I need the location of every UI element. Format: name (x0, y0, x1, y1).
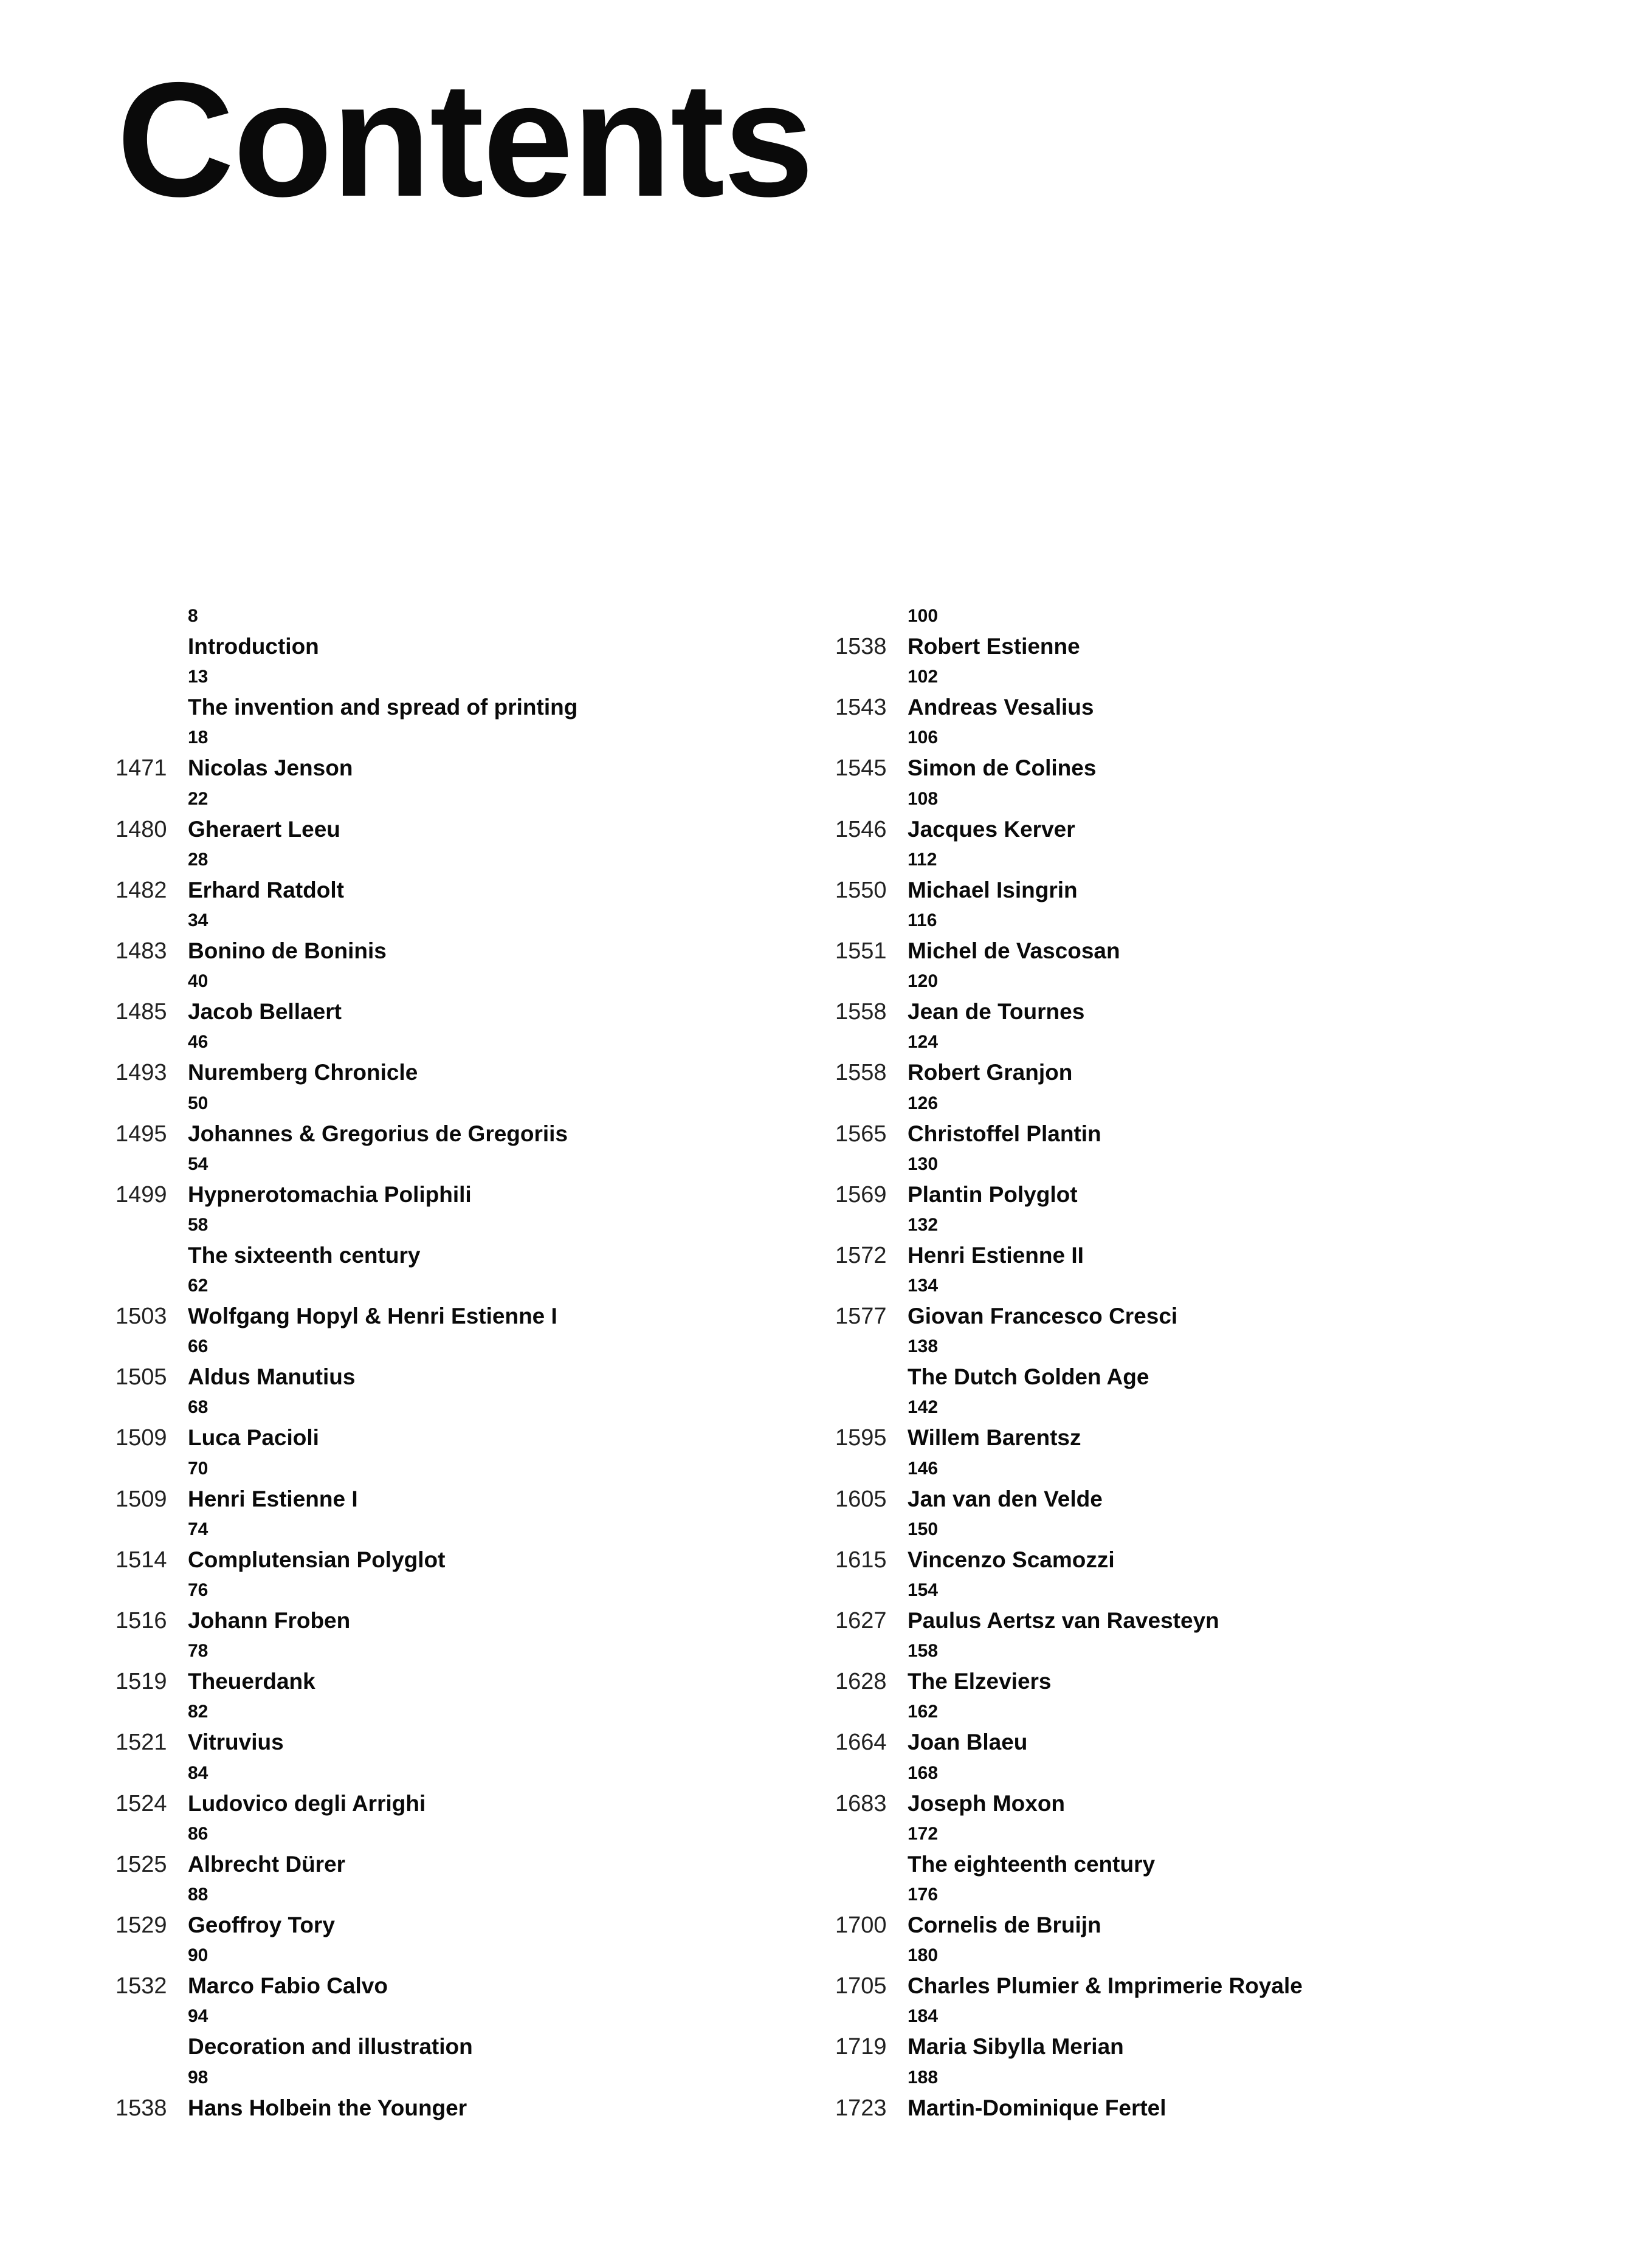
page-number: 94 (188, 2006, 208, 2027)
entry-year: 1558 (835, 999, 887, 1025)
entry-title: Luca Pacioli (188, 1425, 319, 1451)
entry-year: 1546 (835, 816, 887, 842)
page-number: 180 (908, 1945, 939, 1966)
entry-title: Henri Estienne II (908, 1242, 1084, 1268)
entry-year: 1543 (835, 695, 887, 721)
entry-title: Hans Holbein the Younger (188, 2095, 467, 2120)
entry-title: Geoffroy Tory (188, 1912, 335, 1937)
entry-title: The Elzeviers (908, 1669, 1052, 1694)
entry-year: 1719 (835, 2034, 887, 2060)
page-number: 188 (908, 2067, 939, 2088)
entry-title: Jan van den Velde (908, 1486, 1103, 1511)
page-number: 18 (188, 727, 208, 748)
page-number: 134 (908, 1276, 939, 1296)
page-title: Contents (117, 48, 813, 230)
entry-year: 1495 (115, 1121, 167, 1147)
entry-year: 1480 (115, 816, 167, 842)
entry-year: 1538 (115, 2095, 167, 2121)
entry-title: Charles Plumier & Imprimerie Royale (908, 1973, 1303, 1999)
page-number: 82 (188, 1702, 208, 1722)
page-number: 90 (188, 1945, 208, 1966)
entry-year: 1683 (835, 1790, 887, 1816)
entry-year: 1545 (835, 755, 887, 782)
entry-year: 1493 (115, 1060, 167, 1086)
entry-title: Bonino de Boninis (188, 938, 387, 963)
entry-title: Aldus Manutius (188, 1364, 356, 1390)
entry-title: Michel de Vascosan (908, 938, 1120, 963)
entry-title: Michael Isingrin (908, 877, 1078, 902)
page-number: 108 (908, 788, 939, 809)
entry-year: 1483 (115, 938, 167, 964)
page-number: 40 (188, 971, 208, 992)
entry-year: 1551 (835, 938, 887, 964)
entry-year: 1572 (835, 1242, 887, 1268)
entry-title: Maria Sibylla Merian (908, 2034, 1124, 2060)
page-number: 8 (188, 606, 198, 626)
entry-title: Nicolas Jenson (188, 755, 353, 781)
page-number: 84 (188, 1762, 208, 1783)
entry-title: Johannes & Gregorius de Gregoriis (188, 1121, 568, 1146)
entry-title: Joan Blaeu (908, 1730, 1028, 1755)
entry-year: 1524 (115, 1790, 167, 1816)
entry-title: Introduction (188, 634, 319, 659)
entry-title: Simon de Colines (908, 755, 1097, 781)
entry-title: Marco Fabio Calvo (188, 1973, 388, 1999)
entry-year: 1628 (835, 1669, 887, 1695)
page-number: 150 (908, 1519, 939, 1539)
entry-year: 1505 (115, 1364, 167, 1390)
entry-title: The Dutch Golden Age (908, 1364, 1149, 1390)
entry-title: Robert Estienne (908, 634, 1080, 659)
entry-year: 1627 (835, 1608, 887, 1634)
page-number: 176 (908, 1884, 939, 1905)
entry-title: Theuerdank (188, 1669, 315, 1694)
page-number: 102 (908, 667, 939, 687)
entry-year: 1605 (835, 1486, 887, 1512)
page-number: 68 (188, 1397, 208, 1418)
entry-title: Robert Granjon (908, 1060, 1073, 1085)
page-number: 154 (908, 1580, 939, 1600)
entry-title: Hypnerotomachia Poliphili (188, 1181, 472, 1207)
entry-year: 1705 (835, 1973, 887, 1999)
entry-year: 1664 (835, 1730, 887, 1756)
entry-title: Vitruvius (188, 1730, 284, 1755)
page-number: 168 (908, 1762, 939, 1783)
entry-year: 1471 (115, 755, 167, 782)
page-number: 142 (908, 1397, 939, 1418)
entry-year: 1532 (115, 1973, 167, 1999)
page-number: 46 (188, 1032, 208, 1053)
entry-title: Andreas Vesalius (908, 695, 1094, 720)
entry-title: Cornelis de Bruijn (908, 1912, 1101, 1937)
entry-title: Plantin Polyglot (908, 1181, 1078, 1207)
page-number: 146 (908, 1458, 939, 1479)
page-number: 172 (908, 1823, 939, 1844)
page-number: 88 (188, 1884, 208, 1905)
page-number: 126 (908, 1093, 939, 1113)
entry-title: Giovan Francesco Cresci (908, 1304, 1178, 1329)
entry-title: Jean de Tournes (908, 999, 1085, 1025)
entry-title: Jacob Bellaert (188, 999, 342, 1025)
page-number: 124 (908, 1032, 939, 1053)
entry-year: 1516 (115, 1608, 167, 1634)
entry-year: 1499 (115, 1181, 167, 1208)
entry-title: Martin-Dominique Fertel (908, 2095, 1166, 2120)
entry-title: Erhard Ratdolt (188, 877, 344, 902)
page-number: 28 (188, 849, 208, 870)
entry-title: Paulus Aertsz van Ravesteyn (908, 1608, 1219, 1633)
entry-title: Gheraert Leeu (188, 816, 340, 842)
entry-title: Decoration and illustration (188, 2034, 473, 2060)
page-number: 112 (908, 849, 937, 870)
page-number: 132 (908, 1214, 939, 1235)
entry-title: Wolfgang Hopyl & Henri Estienne I (188, 1304, 557, 1329)
page-number: 74 (188, 1519, 208, 1539)
entry-title: Joseph Moxon (908, 1790, 1066, 1816)
entry-year: 1525 (115, 1851, 167, 1877)
entry-year: 1503 (115, 1304, 167, 1330)
page-number: 120 (908, 971, 939, 992)
entry-title: The invention and spread of printing (188, 695, 578, 720)
page-number: 76 (188, 1580, 208, 1600)
page-number: 138 (908, 1336, 939, 1357)
entry-title: Willem Barentsz (908, 1425, 1081, 1451)
page-number: 86 (188, 1823, 208, 1844)
entry-year: 1558 (835, 1060, 887, 1086)
page-number: 116 (908, 910, 937, 930)
entry-title: Vincenzo Scamozzi (908, 1547, 1115, 1572)
entry-year: 1509 (115, 1486, 167, 1512)
page-number: 98 (188, 2067, 208, 2088)
page-number: 62 (188, 1276, 208, 1296)
page-number: 58 (188, 1214, 208, 1235)
entry-title: Nuremberg Chronicle (188, 1060, 418, 1085)
entry-year: 1529 (115, 1912, 167, 1938)
page-number: 130 (908, 1153, 939, 1174)
page-number: 50 (188, 1093, 208, 1113)
entry-year: 1482 (115, 877, 167, 903)
entry-title: The sixteenth century (188, 1242, 421, 1268)
entry-year: 1514 (115, 1547, 167, 1573)
entry-title: Ludovico degli Arrighi (188, 1790, 426, 1816)
page-number: 66 (188, 1336, 208, 1357)
entry-title: Jacques Kerver (908, 816, 1075, 842)
entry-year: 1521 (115, 1730, 167, 1756)
page-number: 78 (188, 1641, 208, 1661)
entry-year: 1550 (835, 877, 887, 903)
entry-year: 1509 (115, 1425, 167, 1451)
page-number: 22 (188, 788, 208, 809)
page-number: 13 (188, 667, 208, 687)
entry-title: Albrecht Dürer (188, 1851, 346, 1877)
page-number: 184 (908, 2006, 939, 2027)
entry-title: Henri Estienne I (188, 1486, 358, 1511)
page-number: 106 (908, 727, 939, 748)
page-number: 158 (908, 1641, 939, 1661)
entry-year: 1569 (835, 1181, 887, 1208)
entry-year: 1538 (835, 634, 887, 659)
entry-year: 1485 (115, 999, 167, 1025)
entry-title: Christoffel Plantin (908, 1121, 1101, 1146)
entry-title: Complutensian Polyglot (188, 1547, 446, 1572)
entry-year: 1615 (835, 1547, 887, 1573)
entry-year: 1519 (115, 1669, 167, 1695)
page-number: 100 (908, 606, 939, 626)
page-number: 70 (188, 1458, 208, 1479)
entry-year: 1595 (835, 1425, 887, 1451)
entry-year: 1723 (835, 2095, 887, 2121)
page-number: 162 (908, 1702, 939, 1722)
entry-title: The eighteenth century (908, 1851, 1156, 1877)
page-number: 54 (188, 1153, 208, 1174)
entry-year: 1565 (835, 1121, 887, 1147)
page-number: 34 (188, 910, 208, 930)
entry-title: Johann Froben (188, 1608, 351, 1633)
entry-year: 1700 (835, 1912, 887, 1938)
entry-year: 1577 (835, 1304, 887, 1330)
